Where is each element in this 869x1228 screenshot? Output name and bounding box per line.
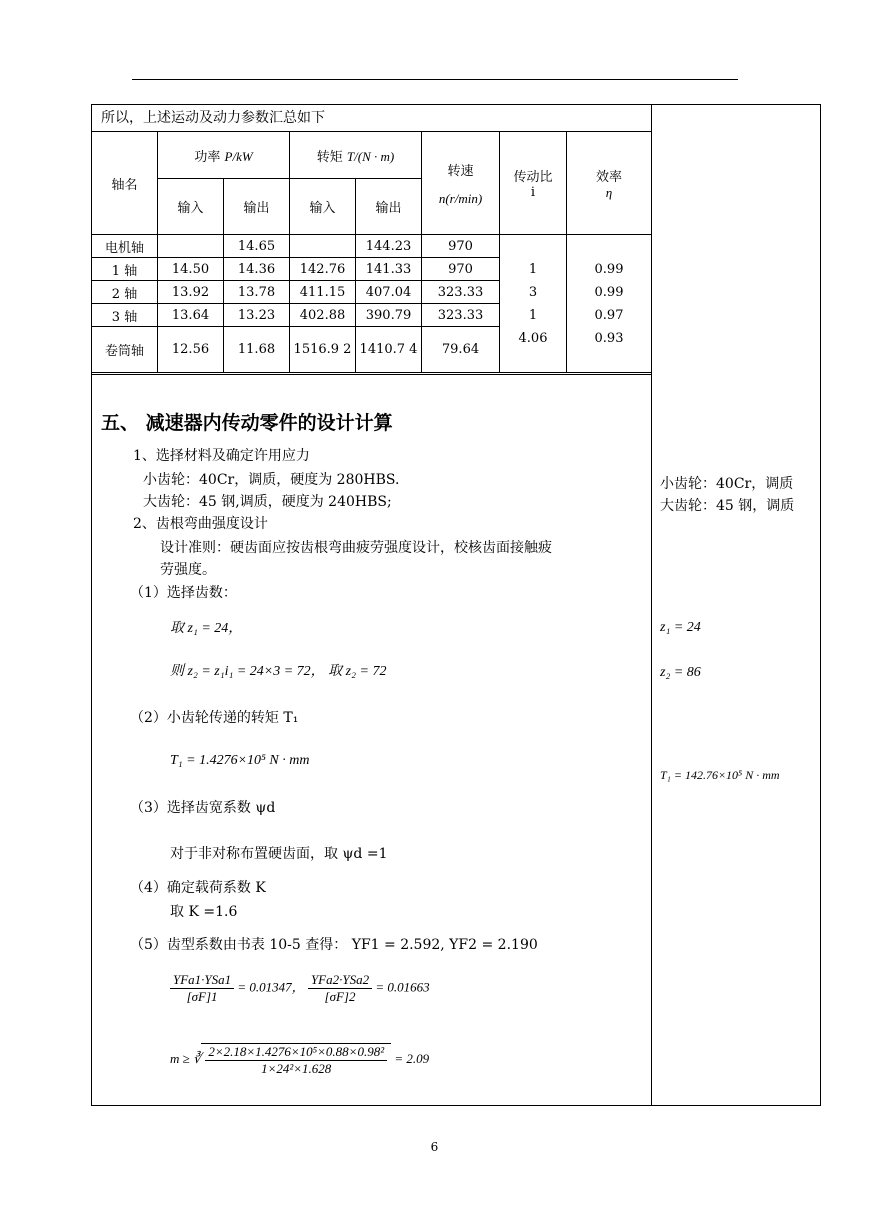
table-row: 1 轴 14.50 14.36 142.76 141.33 970 bbox=[92, 258, 652, 281]
header-efficiency: 效率 η bbox=[567, 132, 652, 235]
side-z1: z₁ = 24 bbox=[660, 620, 701, 635]
header-power-in: 输入 bbox=[158, 179, 224, 235]
table-row: 3 轴 13.64 13.23 402.88 390.79 323.33 bbox=[92, 304, 652, 327]
sub-4-heading: （4）确定载荷系数 K bbox=[130, 880, 266, 896]
pinion-material: 小齿轮：40Cr，调质，硬度为 280HBS. bbox=[143, 472, 400, 488]
design-criterion-cont: 劳强度。 bbox=[160, 562, 216, 578]
side-gear-material: 大齿轮：45 钢，调质 bbox=[660, 498, 795, 514]
sub-2-heading: （2）小齿轮传递的转矩 T₁ bbox=[130, 710, 299, 726]
table-row: 卷筒轴 12.56 11.68 1516.9 2 1410.7 4 79.64 bbox=[92, 327, 652, 373]
header-torque-in: 输入 bbox=[290, 179, 356, 235]
sub-1-heading: （1）选择齿数： bbox=[130, 585, 237, 601]
sub-3-heading: （3）选择齿宽系数 ψd bbox=[130, 800, 276, 816]
header-power-out: 输出 bbox=[224, 179, 290, 235]
module-formula: m ≥ ∛ $\frac{\text{2×2.18×1.4276×10⁵×0.88×0.98²}}{\text{1×24²×1.628}}$ = 2.09 bbox=[170, 1044, 430, 1076]
t1-formula: T₁ = 1.4276×10⁵ N · mm bbox=[170, 753, 310, 768]
ratio-formulas: $\frac{\text{YFa1·YSa1}}{[\sigma F]1}$ = 0.01347， $\frac{\text{YFa2·YSa2}}{[\sigma F]2}$ = 0.01663 bbox=[170, 972, 430, 1005]
efficiency-column: 0.99 0.99 0.97 0.93 bbox=[567, 235, 652, 373]
header-ratio: 传动比 i bbox=[500, 132, 567, 235]
sub-5-heading: （5）齿型系数由书表 10-5 查得： YF1 = 2.592, YF2 = 2.190 bbox=[130, 937, 538, 953]
table-row: 2 轴 13.92 13.78 411.15 407.04 323.33 bbox=[92, 281, 652, 304]
page-number: 6 bbox=[430, 1140, 439, 1154]
header-torque: 转矩 T/(N · m) bbox=[290, 132, 422, 179]
table-row: 电机轴 14.65 144.23 970 1 3 1 4.06 0.99 0.99 0.97 0.93 bbox=[92, 235, 652, 258]
z1-formula: 取 z₁ = 24， bbox=[170, 621, 243, 636]
header-shaft: 轴名 bbox=[92, 132, 158, 235]
z2-formula: 则 z₂ = z₁i₁ = 24×3 = 72， 取 z₂ = 72 bbox=[170, 664, 387, 679]
table-caption: 所以，上述运动及动力参数汇总如下 bbox=[101, 110, 325, 126]
step-2-heading: 2、齿根弯曲强度设计 bbox=[133, 516, 268, 532]
load-coefficient: 取 K =1.6 bbox=[170, 904, 238, 920]
section-title: 五、 减速器内传动零件的设计计算 bbox=[101, 412, 393, 434]
header-power: 功率 P/kW bbox=[158, 132, 290, 179]
side-pinion-material: 小齿轮：40Cr，调质 bbox=[660, 476, 794, 492]
header-speed: 转速 n(r/min) bbox=[422, 132, 500, 235]
header-rule bbox=[132, 79, 738, 80]
header-torque-out: 输出 bbox=[356, 179, 422, 235]
ratio-column: 1 3 1 4.06 bbox=[500, 235, 567, 373]
side-z2: z₂ = 86 bbox=[660, 665, 701, 680]
width-coefficient: 对于非对称布置硬齿面，取 ψd =1 bbox=[170, 846, 388, 862]
parameter-table bbox=[91, 131, 652, 373]
design-criterion: 设计准则：硬齿面应按齿根弯曲疲劳强度设计，校核齿面接触疲 bbox=[160, 540, 552, 556]
step-1-heading: 1、选择材料及确定许用应力 bbox=[133, 448, 310, 464]
table-bottom-rule bbox=[91, 374, 652, 375]
gear-material: 大齿轮：45 钢,调质，硬度为 240HBS; bbox=[143, 494, 392, 510]
side-t1: T₁ = 142.76×10⁵ N · mm bbox=[660, 768, 780, 782]
